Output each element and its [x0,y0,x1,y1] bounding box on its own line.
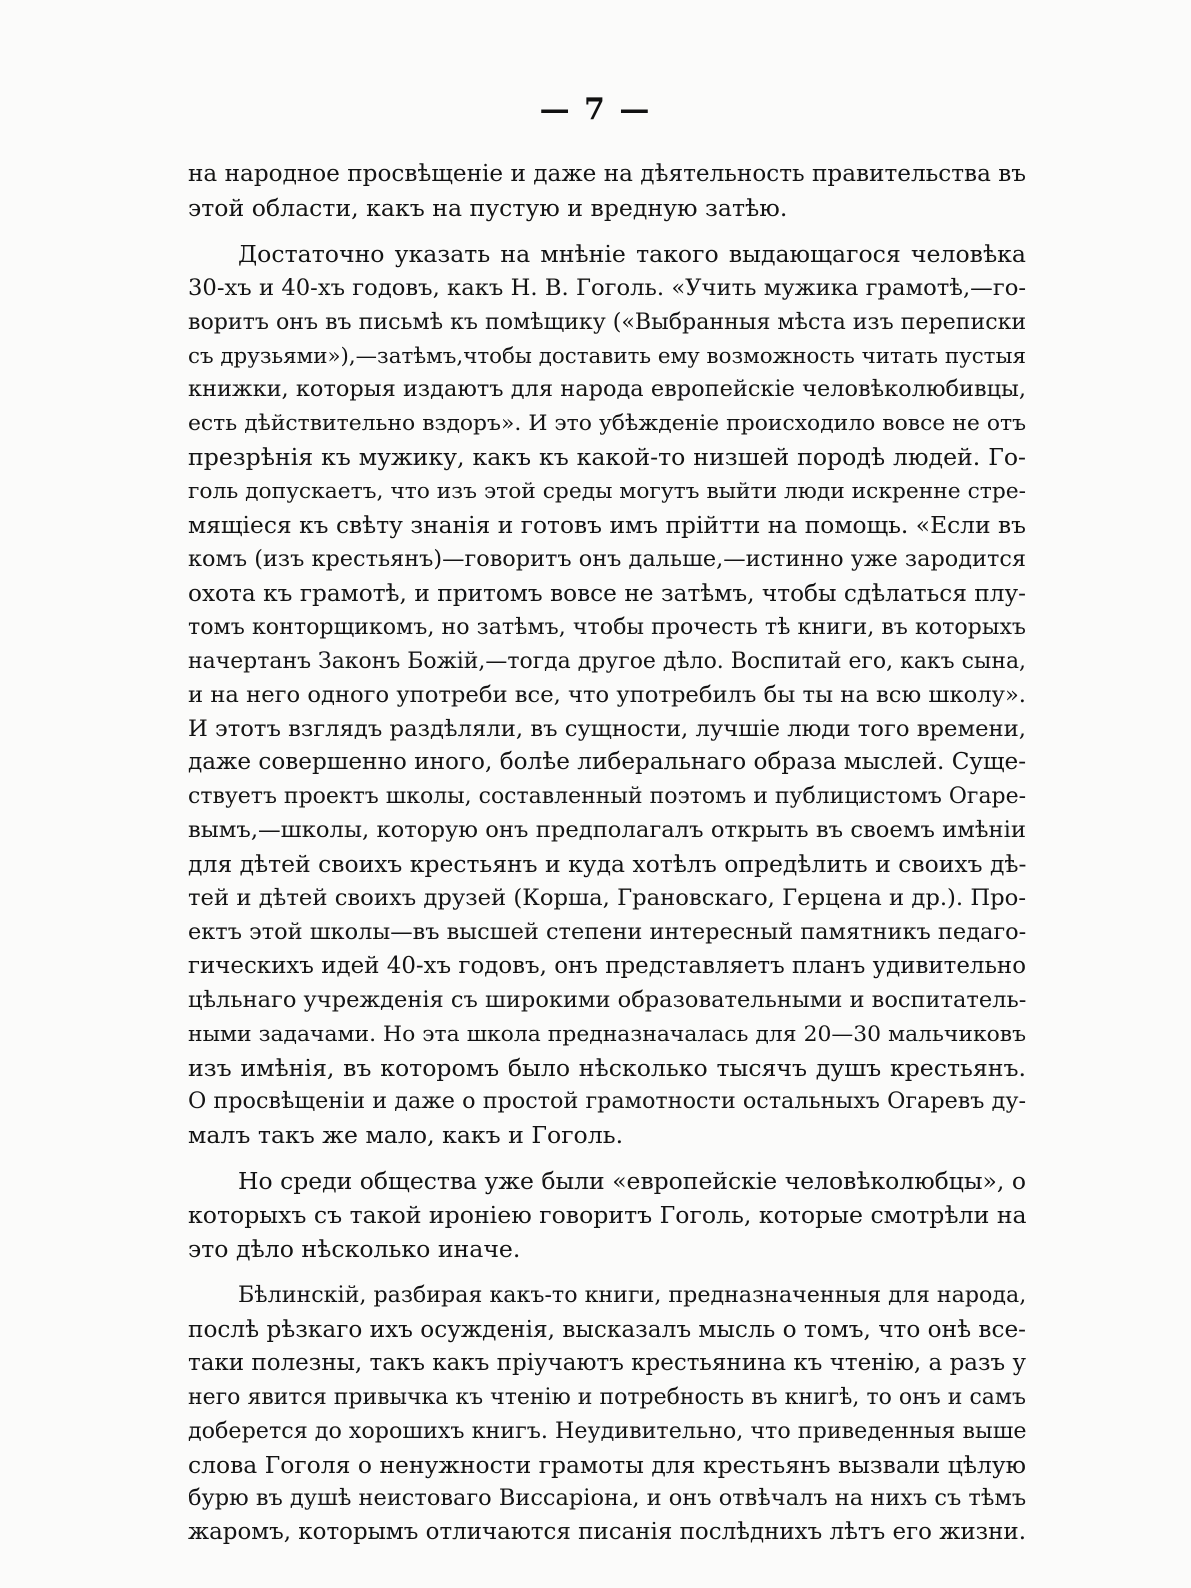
text-line: 30-хъ и 40-хъ годовъ, какъ Н. В. Гоголь. «Учить мужика грамотѣ,—го- [188,274,1026,301]
paragraph-2 [188,238,1026,1153]
text-line: комъ (изъ крестьянъ)—говоритъ онъ дальше,—истинно уже зародится [188,545,1026,572]
text-line: книжки, которыя издаютъ для народа европейскіе человѣколюбивцы, [188,376,1026,403]
paragraph-1 [188,158,1026,226]
text-line: малъ такъ же мало, какъ и Гоголь. [188,1121,624,1150]
text-line: бурю въ душѣ неистоваго Виссаріона, и онъ отвѣчалъ на нихъ съ тѣмъ [188,1485,1027,1512]
text-line: тей и дѣтей своихъ друзей (Корша, Грановскаго, Герцена и др.). Про- [188,885,1026,912]
paragraph-3 [188,1165,1026,1267]
text-line: доберется до хорошихъ книгъ. Неудивительно, что приведенныя выше [188,1417,1027,1444]
text-line: этой области, какъ на пустую и вредную затѣю. [188,193,788,222]
text-line: мящіеся къ свѣту знанія и готовъ имъ прійтти на помощь. «Если въ [188,511,1026,540]
text-line: воритъ онъ въ письмѣ къ помѣщику («Выбранныя мѣста изъ переписки [188,308,1027,335]
text-line: изъ имѣнія, въ которомъ было нѣсколько тысячъ душъ крестьянъ. [188,1053,1026,1082]
text-line: Бѣлинскій, разбирая какъ-то книги, предназначенныя для народа, [238,1282,1027,1308]
text-line: и на него одного употреби все, что употребилъ бы ты на всю школу». [188,681,1026,708]
text-line: которыхъ съ такой ироніею говоритъ Гоголь, которые смотрѣли на [188,1201,1027,1230]
text-line: ектъ этой школы—въ высшей степени интересный памятникъ педаго- [188,918,1027,945]
text-line: голь допускаетъ, что изъ этой среды могутъ выйти люди искренне стре- [188,479,1026,505]
text-line: слова Гоголя о ненужности грамоты для крестьянъ вызвали цѣлую [188,1450,1026,1479]
text-line: жаромъ, которымъ отличаются писанія послѣднихъ лѣтъ его жизни. [188,1519,1026,1546]
text-line: съ друзьями»),—затѣмъ,чтобы доставить ему возможность читать пустыя [188,343,1026,369]
paragraph-4 [188,1279,1026,1550]
text-line: для дѣтей своихъ крестьянъ и куда хотѣлъ опредѣлить и своихъ дѣ- [188,850,1027,879]
text-line: даже совершенно иного, болѣе либеральнаго образа мыслей. Суще- [188,749,1027,776]
text-line: Достаточно указать на мнѣніе такого выдающагося человѣка [238,239,1026,268]
text-line: О просвѣщеніи и даже о простой грамотности остальныхъ Огаревъ ду- [188,1088,1026,1115]
text-line: цѣльнаго учрежденія съ широкими образовательными и воспитатель- [188,986,1027,1013]
text-line: послѣ рѣзкаго ихъ осужденія, высказалъ мысль о томъ, что онѣ все- [188,1315,1026,1343]
text-line: на народное просвѣщеніе и даже на дѣятельность правительства въ [188,161,1026,187]
text-line: охота къ грамотѣ, и притомъ вовсе не затѣмъ, чтобы сдѣлаться плу- [188,579,1026,607]
text-line: ными задачами. Но эта школа предназначалась для 20—30 мальчиковъ [188,1021,1026,1047]
text-line: таки полезны, такъ какъ пріучаютъ крестьянина къ чтенію, а разъ у [188,1349,1026,1376]
body-text [188,158,1026,1550]
text-line: презрѣнія къ мужику, какъ къ какой-то низшей породѣ людей. Го- [188,443,1026,472]
text-line: И этотъ взглядъ раздѣляли, въ сущности, лучшіе люди того времени, [188,715,1026,742]
page-number: — 7 — [539,92,652,127]
text-line: Но среди общества уже были «европейскіе человѣколюбцы», о [238,1167,1026,1196]
text-line: него явится привычка къ чтенію и потребность въ книгѣ, то онъ и самъ [188,1384,1026,1410]
text-line: начертанъ Законъ Божій,—тогда другое дѣло. Воспитай его, какъ сына, [188,648,1026,674]
text-line: это дѣло нѣсколько иначе. [188,1235,521,1264]
text-line: томъ конторщикомъ, но затѣмъ, чтобы прочесть тѣ книги, въ которыхъ [188,613,1026,640]
text-line: есть дѣйствительно вздоръ». И это убѣжденіе происходило вовсе не отъ [188,411,1026,437]
text-line: гическихъ идей 40-хъ годовъ, онъ представляетъ планъ удивительно [188,952,1026,979]
text-line: вымъ,—школы, которую онъ предполагалъ открыть въ своемъ имѣніи [188,817,1026,844]
text-line: ствуетъ проектъ школы, составленный поэтомъ и публицистомъ Огаре- [188,784,1027,810]
